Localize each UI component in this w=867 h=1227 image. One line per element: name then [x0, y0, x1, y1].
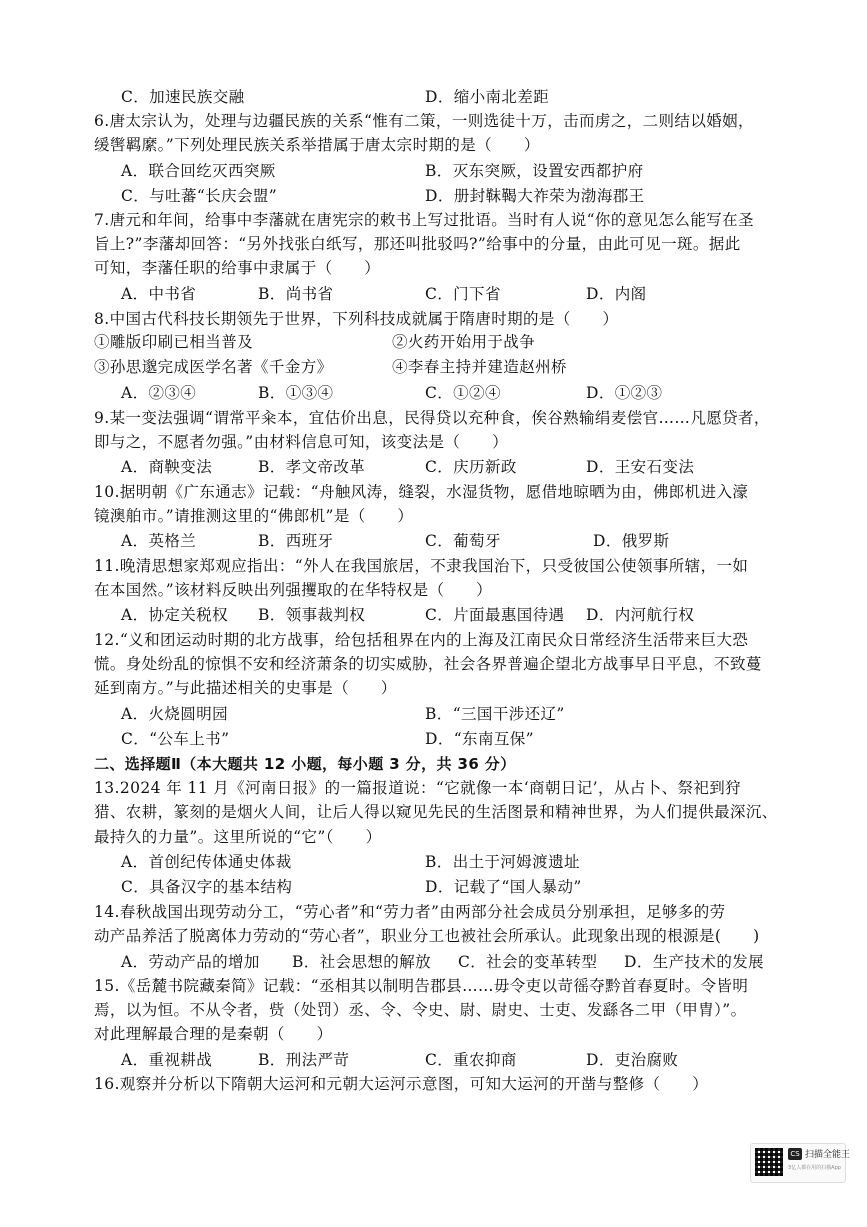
q15-stem-line-3: 对此理解最合理的是秦朝（ ）: [94, 1025, 333, 1043]
q7-option-b: B．尚书省: [258, 285, 334, 303]
q14-option-d: D．生产技术的发展: [624, 953, 765, 971]
q9-option-b: B．孝文帝改革: [258, 458, 366, 476]
q13-stem-line-1: 13.2024 年 11 月《河南日报》的一篇报道说：“它就像一本‘商朝日记’，从占卜、祭祀到狩: [94, 779, 742, 797]
q13-stem-line-3: 最持久的力量”。这里所说的“它”（ ）: [94, 828, 382, 846]
q10-option-b: B．西班牙: [258, 532, 334, 550]
q10-stem-line-1: 10.据明朝《广东通志》记载：“舟触风涛，缝裂，水湿货物，愿借地晾晒为由，佛郎机进入濠: [94, 483, 749, 501]
q6-option-d: D．册封靺鞨大祚荣为渤海郡王: [425, 187, 645, 205]
q7-stem-line-1: 7.唐元和年间，给事中李藩就在唐宪宗的敕书上写过批语。当时有人说“你的意见怎么能写在圣: [94, 211, 754, 229]
q13-option-b: B．出土于河姆渡遗址: [425, 853, 580, 871]
q12-option-b: B．“三国干涉还辽”: [425, 705, 565, 723]
q10-option-d: D．俄罗斯: [593, 532, 670, 550]
q11-stem-line-2: 在本国然。”该材料反映出列强攫取的在华特权是（ ）: [94, 581, 493, 599]
q7-stem-line-2: 旨上?”李藩却回答：“另外找张白纸写，那还叫批驳吗?”给事中的分量，由此可见一斑。据此: [94, 235, 741, 253]
q6-option-a: A．联合回纥灭西突厥: [121, 162, 276, 180]
q8-option-c: C．①②④: [425, 384, 501, 402]
q11-option-d: D．内河航行权: [586, 606, 695, 624]
q15-option-d: D．吏治腐败: [586, 1051, 679, 1069]
q15-stem-line-2: 焉，以为恒。不从令者，赀（处罚）丞、令、令史、尉、尉史、士吏、发繇各二甲（甲胄）”。: [94, 1001, 747, 1019]
q14-option-a: A．劳动产品的增加: [121, 953, 260, 971]
scanner-app-tagline: 3亿人都在用的扫描App: [788, 1165, 841, 1171]
q9-stem-line-2: 即与之，不愿者勿强。”由材料信息可知，该变法是（ ）: [94, 433, 508, 451]
q9-stem-line-1: 9.某一变法强调“谓常平籴本，宜估价出息，民得贷以充种食，俟谷熟输绢麦偿官……凡愿贷者，: [94, 409, 770, 427]
q10-option-a: A．英格兰: [121, 532, 197, 550]
q8-option-b: B．①③④: [258, 384, 334, 402]
q12-stem-line-3: 延到南方。”与此描述相关的史事是（ ）: [94, 679, 397, 697]
q8-option-d: D．①②③: [586, 384, 663, 402]
q8-item-3: ③孙思邈完成医学名著《千金方》: [94, 358, 333, 376]
section-2-heading: 二、选择题Ⅱ（本大题共 12 小题，每小题 3 分，共 36 分）: [94, 755, 516, 773]
q11-option-b: B．领事裁判权: [258, 606, 366, 624]
q8-item-2: ②火药开始用于战争: [392, 333, 536, 351]
q8-stem-line-1: 8.中国古代科技长期领先于世界，下列科技成就属于隋唐时期的是（ ）: [94, 310, 619, 328]
q8-item-1: ①雕版印刷已相当普及: [94, 333, 254, 351]
q11-stem-line-1: 11.晚清思想家郑观应指出：“外人在我国旅居，不隶我国治下，只受彼国公使领事所辖，一如: [94, 557, 749, 575]
q11-option-c: C．片面最惠国待遇: [425, 606, 565, 624]
q6-option-b: B．灭东突厥，设置安西都护府: [425, 162, 644, 180]
camscanner-logo: CS: [788, 1148, 802, 1160]
q14-stem-line-2: 动产品养活了脱离体力劳动的“劳心者”，职业分工也被社会所承认。此现象出现的根源是( ): [94, 927, 760, 945]
q6-option-c: C．与吐蕃“长庆会盟”: [121, 187, 278, 205]
q13-option-d: D．记载了“国人暴动”: [425, 878, 582, 896]
q15-stem-line-1: 15.《岳麓书院藏秦简》记载：“丞相其以制明告郡县……毋令吏以苛徭夺黔首春夏时。令皆明: [94, 977, 749, 995]
q16-stem-line-1: 16.观察并分析以下隋朝大运河和元朝大运河示意图，可知大运河的开凿与整修（ ）: [94, 1075, 709, 1093]
q15-option-b: B．刑法严苛: [258, 1051, 350, 1069]
q14-option-c: C．社会的变革转型: [458, 953, 598, 971]
q9-option-a: A．商鞅变法: [121, 458, 213, 476]
scanner-app-name: 扫描全能王: [805, 1150, 851, 1160]
q7-option-c: C．门下省: [425, 285, 501, 303]
q11-option-a: A．协定关税权: [121, 606, 228, 624]
q8-item-4: ④李春主持并建造赵州桥: [392, 358, 567, 376]
q7-option-d: D．内阁: [586, 285, 647, 303]
q12-option-a: A．火烧圆明园: [121, 705, 228, 723]
q12-stem-line-1: 12.“义和团运动时期的北方战事，给包括租界在内的上海及江南民众日常经济生活带来巨大恐: [94, 631, 749, 649]
q15-option-a: A．重视耕战: [121, 1051, 213, 1069]
q5-option-c: C．加速民族交融: [121, 88, 245, 106]
q7-stem-line-3: 可知，李藩任职的给事中隶属于（ ）: [94, 259, 381, 277]
q13-option-a: A．首创纪传体通史体裁: [121, 853, 292, 871]
q13-option-c: C．具备汉字的基本结构: [121, 878, 293, 896]
q5-option-d: D．缩小南北差距: [425, 88, 550, 106]
q8-option-a: A．②③④: [121, 384, 197, 402]
q12-stem-line-2: 慌。身处纷乱的惊惧不安和经济萧条的切实威胁，社会各界普遍企望北方战事早日平息，不致蔓: [94, 655, 762, 673]
q14-stem-line-1: 14.春秋战国出现劳动分工，“劳心者”和“劳力者”由两部分社会成员分别承担，足够多的劳: [94, 903, 726, 921]
q9-option-d: D．王安石变法: [586, 458, 695, 476]
q6-stem-line-2: 缓辔羁縻。”下列处理民族关系举措属于唐太宗时期的是（ ）: [94, 136, 540, 154]
qr-code-icon: [755, 1148, 783, 1176]
q12-option-c: C．“公车上书”: [121, 730, 230, 748]
q9-option-c: C．庆历新政: [425, 458, 517, 476]
scanner-watermark: [750, 1143, 851, 1183]
q14-option-b: B．社会思想的解放: [292, 953, 431, 971]
q7-option-a: A．中书省: [121, 285, 197, 303]
q10-option-c: C．葡萄牙: [425, 532, 501, 550]
q13-stem-line-2: 猎、农耕，篆刻的是烟火人间，让后人得以窥见先民的生活图景和精神世界，为人们提供最深沉、: [94, 803, 778, 821]
q12-option-d: D．“东南互保”: [425, 730, 534, 748]
q6-stem-line-1: 6.唐太宗认为，处理与边疆民族的关系“惟有二策，一则选徒十万，击而虏之，二则结以婚姻，: [94, 112, 754, 130]
q15-option-c: C．重农抑商: [425, 1051, 517, 1069]
q10-stem-line-2: 镜澳舶市。”请推测这里的“佛郎机”是（ ）: [94, 507, 414, 525]
